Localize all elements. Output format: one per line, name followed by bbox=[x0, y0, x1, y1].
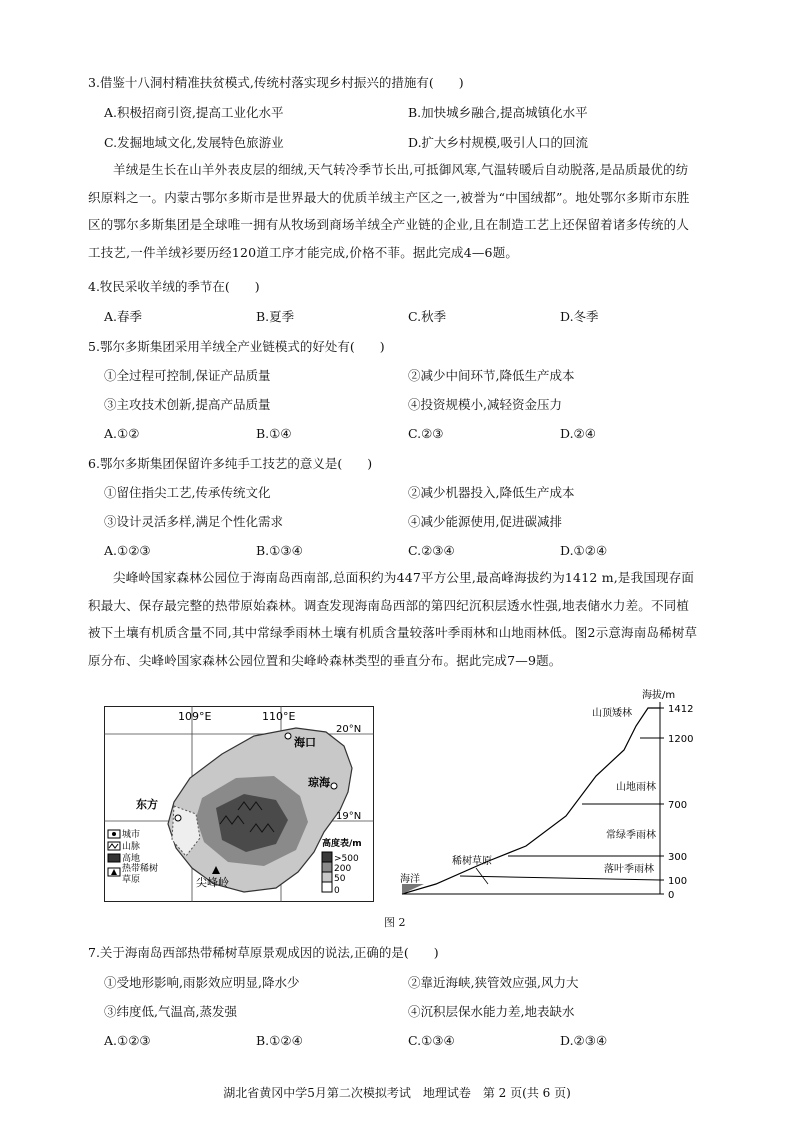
elev-title: 高度表/m bbox=[322, 839, 362, 849]
zone-summit-forest: 山顶矮林 bbox=[592, 708, 632, 719]
q3-option-c: C.发掘地域文化,发展特色旅游业 bbox=[104, 135, 284, 150]
city-qionghai-marker bbox=[331, 783, 337, 789]
q6-option-a: A.①②③ bbox=[104, 543, 151, 558]
elev-0: 0 bbox=[334, 886, 340, 896]
q5-statement-1: ①全过程可控制,保证产品质量 bbox=[104, 368, 271, 383]
q7-statement-3: ③纬度低,气温高,蒸发强 bbox=[104, 1004, 237, 1019]
label-20n: 20°N bbox=[336, 724, 362, 735]
q7-statement-4: ④沉积层保水能力差,地表缺水 bbox=[408, 1004, 575, 1019]
q5-statement-3: ③主攻技术创新,提高产品质量 bbox=[104, 397, 271, 412]
label-dongfang: 东方 bbox=[136, 798, 158, 811]
q6-statement-3: ③设计灵活多样,满足个性化需求 bbox=[104, 514, 283, 529]
q4-option-a: A.春季 bbox=[104, 309, 143, 324]
q5-statement-4: ④投资规模小,减轻资金压力 bbox=[408, 397, 562, 412]
q3-option-a: A.积极招商引资,提高工业化水平 bbox=[104, 105, 284, 120]
tick-100: 100 bbox=[668, 876, 688, 887]
tick-300: 300 bbox=[668, 852, 688, 863]
q6-option-d: D.①②④ bbox=[560, 543, 608, 558]
elev-200: 200 bbox=[334, 864, 352, 874]
q5-stem: 5.鄂尔多斯集团采用羊绒全产业链模式的好处有( ) bbox=[88, 339, 385, 354]
label-qionghai: 琼海 bbox=[308, 776, 330, 789]
q4-option-b: B.夏季 bbox=[256, 309, 295, 324]
passage-jianfengling: 尖峰岭国家森林公园位于海南岛西南部,总面积约为447平方公里,最高峰海拔约为1412 m,是我国现存面积最大、保存最完整的热带原始森林。调查发现海南岛西部的第四纪沉积层透水性强,地表储水力差。不同植被下土壤有机质含量不同,其中常绿季雨林土壤有机质含量较落叶季雨林和山地雨林低。图2示意海南岛稀树草原分布、尖峰岭国家森林公园位置和尖峰岭森林类型的垂直分布。据此完成7—9题。 bbox=[88, 570, 698, 668]
zone-montane-rainforest: 山地雨林 bbox=[616, 782, 656, 793]
page-footer: 湖北省黄冈中学5月第二次模拟考试 地理试卷 第 2 页(共 6 页) bbox=[223, 1086, 571, 1100]
elev-500: >500 bbox=[334, 854, 359, 864]
q6-stem: 6.鄂尔多斯集团保留许多纯手工技艺的意义是( ) bbox=[88, 456, 373, 471]
q4-stem: 4.牧民采收羊绒的季节在( ) bbox=[88, 279, 260, 294]
legend-savanna-2: 草原 bbox=[122, 875, 141, 885]
q7-option-c: C.①③④ bbox=[408, 1033, 455, 1048]
legend-mountain: 山脉 bbox=[122, 842, 141, 852]
label-109e: 109°E bbox=[178, 710, 212, 723]
q5-option-a: A.①② bbox=[104, 426, 140, 441]
q6-option-b: B.①③④ bbox=[256, 543, 303, 558]
vertical-zonation-profile bbox=[396, 686, 716, 900]
legend-plateau: 高地 bbox=[122, 854, 141, 864]
q5-option-c: C.②③ bbox=[408, 426, 444, 441]
tick-0: 0 bbox=[668, 890, 675, 900]
q3-stem: 3.借鉴十八洞村精准扶贫模式,传统村落实现乡村振兴的措施有( ) bbox=[88, 75, 464, 90]
figure-caption: 图 2 bbox=[384, 916, 406, 929]
label-jianfengling: 尖峰岭 bbox=[196, 876, 229, 889]
q7-statement-2: ②靠近海峡,狭管效应强,风力大 bbox=[408, 975, 579, 990]
q6-option-c: C.②③④ bbox=[408, 543, 455, 558]
label-110e: 110°E bbox=[262, 710, 296, 723]
legend-savanna-1: 热带稀树 bbox=[122, 864, 159, 874]
q6-statement-1: ①留住指尖工艺,传承传统文化 bbox=[104, 485, 271, 500]
q7-option-a: A.①②③ bbox=[104, 1033, 151, 1048]
hainan-map bbox=[104, 706, 374, 902]
q6-statement-2: ②减少机器投入,降低生产成本 bbox=[408, 485, 575, 500]
q7-stem: 7.关于海南岛西部热带稀树草原景观成因的说法,正确的是( ) bbox=[88, 945, 439, 960]
legend-city: 城市 bbox=[122, 830, 141, 840]
label-haikou: 海口 bbox=[294, 736, 316, 749]
tick-1200: 1200 bbox=[668, 734, 694, 745]
passage-cashmere: 羊绒是生长在山羊外表皮层的细绒,天气转冷季节长出,可抵御风寒,气温转暖后自动脱落,是品质最优的纺织原料之一。内蒙古鄂尔多斯市是世界最大的优质羊绒主产区之一,被誉为“中国绒都”。地处鄂尔多斯市东胜区的鄂尔多斯集团是全球唯一拥有从牧场到商场羊绒全产业链的企业,且在制造工艺上还保留着诸多传统的人工技艺,一件羊绒衫要历经120道工序才能完成,价格不菲。据此完成4—6题。 bbox=[88, 162, 690, 260]
tick-1412: 1412 bbox=[668, 704, 694, 715]
q4-option-c: C.秋季 bbox=[408, 309, 447, 324]
q5-option-d: D.②④ bbox=[560, 426, 596, 441]
label-19n: 19°N bbox=[336, 811, 362, 822]
zone-savanna: 稀树草原 bbox=[452, 856, 492, 867]
q7-option-d: D.②③④ bbox=[560, 1033, 608, 1048]
q6-statement-4: ④减少能源使用,促进碳减排 bbox=[408, 514, 562, 529]
q5-statement-2: ②减少中间环节,降低生产成本 bbox=[408, 368, 575, 383]
q4-option-d: D.冬季 bbox=[560, 309, 599, 324]
city-dongfang-marker bbox=[175, 815, 181, 821]
q7-option-b: B.①②④ bbox=[256, 1033, 303, 1048]
label-sea: 海洋 bbox=[400, 874, 420, 885]
elev-50: 50 bbox=[334, 874, 346, 884]
q3-option-b: B.加快城乡融合,提高城镇化水平 bbox=[408, 105, 588, 120]
zone-evergreen-monsoon: 常绿季雨林 bbox=[606, 830, 656, 841]
boundary-100 bbox=[460, 876, 660, 880]
q5-option-b: B.①④ bbox=[256, 426, 292, 441]
q3-option-d: D.扩大乡村规模,吸引人口的回流 bbox=[408, 135, 589, 150]
zone-deciduous-monsoon: 落叶季雨林 bbox=[604, 864, 654, 875]
city-haikou-marker bbox=[285, 733, 291, 739]
tick-700: 700 bbox=[668, 800, 688, 811]
q7-statement-1: ①受地形影响,雨影效应明显,降水少 bbox=[104, 975, 300, 990]
axis-title: 海拔/m bbox=[642, 690, 676, 701]
